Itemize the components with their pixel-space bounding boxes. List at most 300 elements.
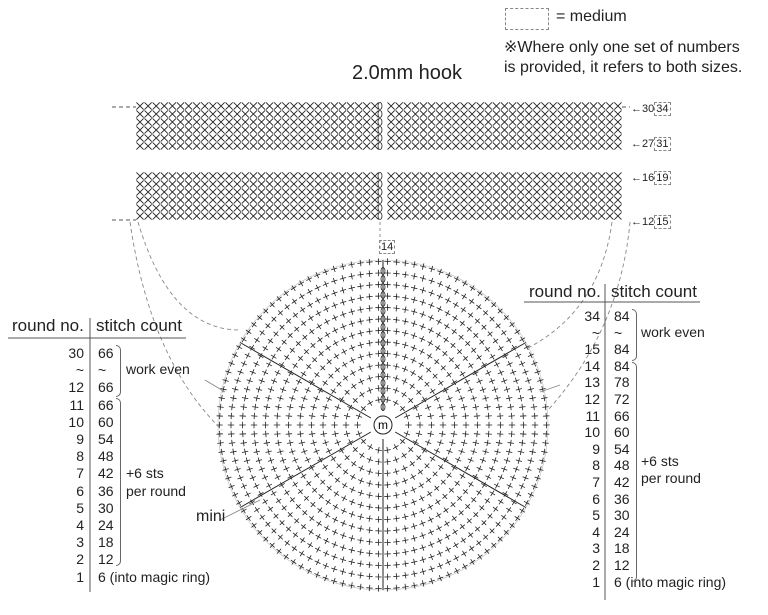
sc-stitch-mark: [234, 110, 241, 117]
round-stitch-mark: [393, 504, 399, 510]
sc-stitch-mark: [420, 102, 427, 109]
sc-stitch-mark: [493, 134, 500, 141]
round-stitch-mark: [468, 387, 474, 393]
sc-stitch-mark: [169, 188, 176, 195]
round-stitch-mark: [256, 457, 262, 463]
sc-stitch-mark: [136, 102, 143, 109]
sc-stitch-mark: [598, 212, 605, 219]
round-stitch-mark: [509, 422, 515, 428]
right-table-count-cell: 18: [614, 540, 630, 557]
sc-stitch-mark: [509, 188, 516, 195]
sc-stitch-mark: [598, 196, 605, 203]
sc-stitch-mark: [533, 188, 540, 195]
round-stitch-mark: [531, 404, 537, 410]
sc-stitch-mark: [315, 142, 322, 149]
sc-stitch-mark: [193, 110, 200, 117]
round-stitch-mark: [241, 361, 247, 367]
sc-stitch-mark: [136, 110, 143, 117]
round-stitch-mark: [274, 514, 279, 519]
sc-stitch-mark: [298, 180, 305, 187]
round-stitch-mark: [284, 355, 289, 360]
round-stitch-mark: [384, 470, 390, 476]
round-stitch-mark: [428, 422, 434, 428]
round-stitch-mark: [260, 330, 265, 335]
round-stitch-mark: [410, 461, 415, 466]
round-stitch-mark: [242, 395, 248, 401]
sc-stitch-mark: [469, 172, 476, 179]
sc-stitch-mark: [145, 126, 152, 133]
round-stitch-mark: [384, 551, 390, 557]
round-stitch-mark: [428, 327, 434, 333]
sc-stitch-mark: [153, 126, 160, 133]
round-stitch-mark: [351, 384, 356, 389]
sc-stitch-mark: [469, 118, 476, 125]
round-stitch-mark: [323, 380, 328, 385]
center-chain-medium: 14: [381, 241, 394, 253]
sc-stitch-mark: [258, 196, 265, 203]
sc-stitch-mark: [566, 212, 573, 219]
round-stitch-mark: [384, 482, 390, 488]
sc-stitch-mark: [153, 102, 160, 109]
round-stitch-mark: [230, 449, 236, 455]
sc-stitch-mark: [136, 212, 143, 219]
sc-stitch-mark: [193, 180, 200, 187]
round-stitch-mark: [332, 542, 338, 548]
sc-stitch-mark: [315, 188, 322, 195]
sc-stitch-mark: [331, 126, 338, 133]
round-stitch-mark: [411, 511, 417, 517]
round-stitch-mark: [358, 490, 364, 496]
sc-stitch-mark: [193, 172, 200, 179]
round-stitch-mark: [271, 378, 277, 384]
round-stitch-mark: [519, 440, 525, 446]
round-stitch-mark: [445, 559, 451, 565]
round-stitch-mark: [489, 466, 495, 472]
sc-stitch-mark: [201, 126, 208, 133]
left-table-count-cell: 6 (into magic ring): [98, 568, 211, 585]
sc-stitch-mark: [558, 110, 565, 117]
sc-stitch-mark: [363, 134, 370, 141]
sc-stitch-mark: [598, 142, 605, 149]
sc-stitch-mark: [485, 126, 492, 133]
round-stitch-mark: [288, 333, 293, 338]
sc-stitch-mark: [558, 212, 565, 219]
round-stitch-mark: [277, 449, 283, 455]
round-stitch-mark: [541, 395, 547, 401]
sc-stitch-mark: [582, 212, 589, 219]
sc-stitch-mark: [201, 204, 208, 211]
sc-stitch-mark: [485, 118, 492, 125]
round-stitch-mark: [283, 466, 289, 472]
sc-stitch-mark: [363, 180, 370, 187]
round-stitch-mark: [309, 413, 315, 419]
sc-stitch-mark: [590, 212, 597, 219]
sc-stitch-mark: [331, 118, 338, 125]
round-stitch-mark: [300, 307, 305, 312]
sc-stitch-mark: [444, 172, 451, 179]
sc-stitch-mark: [428, 204, 435, 211]
round-stitch-mark: [320, 422, 326, 428]
round-stitch-mark: [420, 545, 426, 551]
round-stitch-mark: [457, 496, 462, 501]
round-stitch-mark: [402, 354, 408, 360]
left-note-inc1: +6 sts: [126, 465, 164, 481]
sc-stitch-mark: [226, 172, 233, 179]
sc-stitch-mark: [517, 204, 524, 211]
sc-stitch-mark: [525, 172, 532, 179]
round-stitch-mark: [384, 505, 390, 511]
round-stitch-mark: [350, 357, 356, 363]
round-stitch-mark: [468, 363, 473, 368]
sc-stitch-mark: [250, 180, 257, 187]
round-stitch-mark: [289, 449, 295, 455]
sc-stitch-mark: [234, 102, 241, 109]
sc-stitch-mark: [485, 134, 492, 141]
sc-stitch-mark: [201, 172, 208, 179]
sc-stitch-mark: [444, 196, 451, 203]
round-stitch-mark: [402, 318, 408, 324]
sc-stitch-mark: [428, 180, 435, 187]
round-stitch-mark: [357, 561, 363, 567]
round-stitch-mark: [230, 395, 236, 401]
round-stitch-mark: [486, 422, 492, 428]
left-table-count-cell: 66: [98, 345, 114, 361]
round-stitch-mark: [420, 557, 426, 563]
right-table-count-cell: 54: [614, 440, 630, 457]
sc-stitch-mark: [404, 172, 411, 179]
sc-stitch-mark: [161, 118, 168, 125]
sc-stitch-mark: [258, 180, 265, 187]
sc-stitch-mark: [598, 204, 605, 211]
right-table-round-cell: 13: [584, 374, 600, 391]
sc-stitch-mark: [436, 172, 443, 179]
round-stitch-mark: [452, 529, 457, 534]
round-stitch-mark: [393, 515, 399, 521]
sc-stitch-mark: [258, 142, 265, 149]
round-stitch-mark: [519, 361, 525, 367]
sc-stitch-mark: [444, 204, 451, 211]
sc-stitch-mark: [290, 172, 297, 179]
sc-stitch-mark: [217, 134, 224, 141]
sc-stitch-mark: [363, 188, 370, 195]
round-stitch-mark: [451, 431, 457, 437]
round-stitch-mark: [465, 504, 470, 509]
sc-stitch-mark: [282, 204, 289, 211]
sc-stitch-mark: [145, 110, 152, 117]
sc-stitch-mark: [177, 118, 184, 125]
round-stitch-mark: [498, 499, 503, 504]
sc-stitch-mark: [347, 172, 354, 179]
sc-stitch-mark: [355, 172, 362, 179]
round-stitch-mark: [446, 572, 452, 578]
round-stitch-mark: [428, 517, 434, 523]
sc-stitch-mark: [209, 180, 216, 187]
chain-stitch-mark: [378, 173, 382, 180]
round-stitch-mark: [384, 493, 390, 499]
round-stitch-mark: [438, 380, 443, 385]
round-stitch-mark: [408, 398, 413, 403]
round-stitch-mark: [542, 404, 548, 410]
round-stitch-mark: [297, 413, 303, 419]
sc-stitch-mark: [582, 134, 589, 141]
sc-stitch-mark: [266, 196, 273, 203]
sc-stitch-mark: [185, 142, 192, 149]
round-stitch-mark: [418, 469, 423, 474]
sc-stitch-mark: [185, 180, 192, 187]
sc-stitch-mark: [242, 118, 249, 125]
round-stitch-mark: [284, 490, 289, 495]
sc-stitch-mark: [177, 126, 184, 133]
sc-stitch-mark: [347, 102, 354, 109]
sc-stitch-mark: [396, 102, 403, 109]
round-stitch-mark: [349, 511, 355, 517]
round-stitch-mark: [419, 362, 424, 367]
round-stitch-mark: [278, 310, 283, 315]
sc-stitch-mark: [444, 142, 451, 149]
sc-stitch-mark: [550, 102, 557, 109]
round-stitch-mark: [477, 466, 483, 472]
round-stitch-mark: [357, 272, 363, 278]
sc-stitch-mark: [315, 196, 322, 203]
sc-stitch-mark: [209, 204, 216, 211]
medium-legend-swatch: [505, 8, 549, 30]
sc-stitch-mark: [469, 110, 476, 117]
right-table-count-cell: 84: [614, 357, 630, 374]
round-stitch-mark: [402, 272, 408, 278]
round-stitch-mark: [476, 490, 481, 495]
sc-stitch-mark: [517, 118, 524, 125]
sc-stitch-mark: [161, 212, 168, 219]
sc-stitch-mark: [493, 188, 500, 195]
round-stitch-mark: [452, 329, 457, 334]
sc-stitch-mark: [590, 102, 597, 109]
sc-stitch-mark: [396, 204, 403, 211]
sc-stitch-mark: [363, 102, 370, 109]
sc-stitch-mark: [404, 188, 411, 195]
round-stitch-mark: [358, 366, 364, 372]
sc-stitch-mark: [493, 212, 500, 219]
sc-stitch-mark: [153, 118, 160, 125]
sc-stitch-mark: [298, 212, 305, 219]
sc-stitch-mark: [274, 134, 281, 141]
round-stitch-mark: [282, 505, 287, 510]
sc-stitch-mark: [469, 126, 476, 133]
sc-stitch-mark: [396, 188, 403, 195]
round-stitch-mark: [358, 342, 364, 348]
round-stitch-mark: [428, 413, 434, 419]
left-bracket-even: [116, 345, 121, 397]
round-stitch-mark: [254, 483, 260, 489]
sc-stitch-mark: [517, 142, 524, 149]
round-stitch-mark: [445, 298, 451, 304]
sc-stitch-mark: [501, 110, 508, 117]
sc-stitch-mark: [541, 118, 548, 125]
sc-stitch-mark: [242, 134, 249, 141]
round-stitch-mark: [306, 364, 311, 369]
round-stitch-mark: [461, 404, 467, 410]
sc-stitch-mark: [136, 180, 143, 187]
round-stitch-mark: [375, 516, 381, 522]
round-stitch-mark: [402, 584, 408, 590]
round-stitch-mark: [485, 347, 490, 352]
sc-stitch-mark: [541, 212, 548, 219]
sc-stitch-mark: [566, 118, 573, 125]
sc-stitch-mark: [444, 180, 451, 187]
round-stitch-mark: [228, 422, 234, 428]
sc-stitch-mark: [355, 204, 362, 211]
sc-stitch-mark: [452, 126, 459, 133]
round-stitch-mark: [324, 319, 330, 325]
sc-stitch-mark: [509, 204, 516, 211]
sc-stitch-mark: [331, 142, 338, 149]
round-stitch-mark: [301, 524, 306, 529]
round-stitch-mark: [283, 378, 289, 384]
round-stitch-mark: [299, 440, 305, 446]
round-stitch-mark: [494, 362, 500, 368]
sc-stitch-mark: [282, 212, 289, 219]
round-stitch-mark: [353, 447, 358, 452]
left-table-count-cell: 12: [98, 551, 114, 568]
round-stitch-mark: [331, 278, 337, 284]
sc-stitch-mark: [290, 188, 297, 195]
sc-stitch-mark: [355, 102, 362, 109]
sc-stitch-mark: [590, 196, 597, 203]
round-stitch-mark: [493, 506, 498, 511]
round-stitch-mark: [254, 395, 260, 401]
round-stitch-mark: [375, 528, 381, 534]
round-stitch-mark: [324, 525, 330, 531]
round-stitch-mark: [293, 482, 298, 487]
sc-stitch-mark: [250, 118, 257, 125]
round-stitch-mark: [467, 518, 472, 523]
round-stitch-mark: [296, 379, 302, 385]
round-stitch-mark: [254, 507, 259, 512]
sc-stitch-mark: [323, 180, 330, 187]
round-stitch-mark: [510, 369, 516, 375]
round-stitch-mark: [332, 315, 338, 321]
round-stitch-mark: [504, 386, 510, 392]
round-stitch-mark: [449, 404, 455, 410]
round-stitch-mark: [358, 525, 364, 531]
sc-stitch-mark: [598, 118, 605, 125]
sc-stitch-mark: [307, 134, 314, 141]
round-stitch-mark: [366, 527, 372, 533]
round-stitch-mark: [343, 376, 348, 381]
sc-stitch-mark: [404, 212, 411, 219]
round-stitch-mark: [463, 356, 468, 361]
sc-stitch-mark: [388, 110, 395, 117]
round-stitch-mark: [451, 343, 456, 348]
sc-stitch-mark: [541, 204, 548, 211]
round-stitch-mark: [532, 422, 538, 428]
sc-stitch-mark: [209, 118, 216, 125]
left-table-round-cell: 10: [68, 413, 84, 430]
sc-stitch-mark: [412, 204, 419, 211]
round-stitch-mark: [498, 475, 504, 481]
round-stitch-mark: [473, 333, 478, 338]
round-stitch-mark: [358, 478, 364, 484]
round-stitch-mark: [290, 348, 295, 353]
round-stitch-mark: [393, 352, 399, 358]
round-stitch-mark: [419, 483, 424, 488]
round-stitch-mark: [305, 387, 311, 393]
sc-stitch-mark: [412, 134, 419, 141]
round-stitch-mark: [292, 387, 298, 393]
sc-stitch-mark: [185, 188, 192, 195]
sc-stitch-mark: [460, 142, 467, 149]
sc-stitch-mark: [307, 212, 314, 219]
round-stitch-mark: [420, 324, 426, 330]
sc-stitch-mark: [388, 196, 395, 203]
sc-stitch-mark: [177, 212, 184, 219]
round-stitch-mark: [465, 341, 470, 346]
round-stitch-mark: [528, 458, 534, 464]
round-stitch-mark: [410, 370, 416, 376]
round-stitch-mark: [366, 270, 372, 276]
round-stitch-mark: [393, 375, 399, 381]
round-stitch-mark: [316, 324, 321, 329]
left-table-count-cell: 60: [98, 413, 114, 430]
round-stitch-mark: [299, 551, 304, 556]
round-stitch-mark: [453, 302, 458, 307]
sc-stitch-mark: [404, 118, 411, 125]
sc-stitch-mark: [266, 102, 273, 109]
sc-stitch-mark: [217, 118, 224, 125]
sc-stitch-mark: [307, 126, 314, 133]
round-stitch-mark: [335, 478, 340, 483]
round-stitch-mark: [349, 571, 355, 577]
round-stitch-mark: [411, 273, 417, 279]
round-stitch-mark: [275, 440, 281, 446]
round-stitch-mark: [323, 563, 329, 569]
band-marker-medium: 15: [656, 216, 669, 228]
round-stitch-mark: [420, 569, 426, 575]
round-stitch-mark: [437, 440, 443, 446]
round-stitch-mark: [411, 571, 417, 577]
sc-stitch-mark: [177, 180, 184, 187]
band-marker-12: [631, 216, 671, 228]
sc-stitch-mark: [598, 126, 605, 133]
round-stitch-mark: [375, 539, 381, 545]
sc-stitch-mark: [525, 110, 532, 117]
sc-stitch-mark: [234, 196, 241, 203]
sc-stitch-mark: [177, 142, 184, 149]
sc-stitch-mark: [161, 180, 168, 187]
sc-stitch-mark: [201, 180, 208, 187]
sc-stitch-mark: [234, 126, 241, 133]
sc-stitch-mark: [558, 134, 565, 141]
sc-stitch-mark: [161, 134, 168, 141]
round-stitch-mark: [268, 338, 273, 343]
round-stitch-mark: [393, 294, 399, 300]
round-stitch-mark: [518, 449, 524, 455]
chain-stitch-mark: [378, 143, 382, 150]
round-stitch-mark: [420, 275, 426, 281]
round-stitch-mark: [292, 299, 297, 304]
sc-stitch-mark: [145, 180, 152, 187]
sc-stitch-mark: [460, 118, 467, 125]
sc-stitch-mark: [509, 134, 516, 141]
round-stitch-mark: [260, 515, 265, 520]
sc-stitch-mark: [493, 102, 500, 109]
sc-stitch-mark: [331, 196, 338, 203]
sc-stitch-mark: [209, 196, 216, 203]
round-stitch-mark: [335, 404, 341, 410]
sc-stitch-mark: [201, 188, 208, 195]
sc-stitch-mark: [404, 126, 411, 133]
round-stitch-mark: [331, 422, 337, 428]
sc-stitch-mark: [412, 172, 419, 179]
